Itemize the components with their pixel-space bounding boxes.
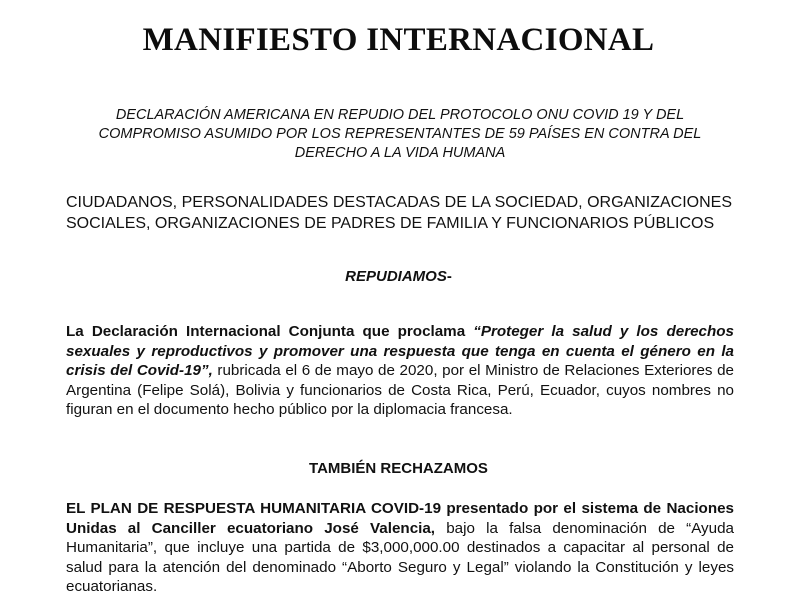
heading-repudiamos-text: REPUDIAMOS bbox=[345, 268, 447, 285]
document-subtitle: DECLARACIÓN AMERICANA EN REPUDIO DEL PROTOCOLO ONU COVID 19 Y DEL COMPROMISO ASUMIDO POR LOS REPRESENTANTES DE 59 PAÍSES EN CONTRA DEL DERECHO A LA VIDA HUMANA bbox=[98, 107, 702, 161]
declaration-lead: La Declaración Internacional Conjunta que proclama bbox=[66, 323, 474, 340]
paragraph-humanitarian-plan bbox=[66, 499, 734, 597]
plan-lead: EL PLAN DE RESPUESTA HUMANITARIA COVID-19 presentado por el sistema de Naciones Unidas al Canciller ecuatoriano José Valencia, bbox=[66, 500, 734, 537]
addressees-paragraph: CIUDADANOS, PERSONALIDADES DESTACADAS DE LA SOCIEDAD, ORGANIZACIONES SOCIALES, ORGANIZACIONES DE PADRES DE FAMILIA Y FUNCIONARIOS PÚBLICOS bbox=[66, 194, 732, 232]
section-heading-rechazamos: TAMBIÉN RECHAZAMOS bbox=[309, 460, 488, 477]
section-heading-repudiamos bbox=[0, 268, 797, 285]
declaration-quote: “Proteger la salud y los derechos sexuales y reproductivos y promover una respuesta que tenga en cuenta el género en la crisis del Covid-19”, bbox=[66, 323, 734, 379]
heading-repudiamos-mark: - bbox=[446, 268, 452, 285]
paragraph-declaration bbox=[66, 322, 734, 420]
document-title: MANIFIESTO INTERNACIONAL bbox=[142, 22, 655, 58]
plan-rest: bajo la falsa denominación de “Ayuda Humanitaria”, que incluye una partida de $3,000,000.00 destinados a capacitar al personal de salud para la atención del denominado “Aborto Seguro y Legal” violando la Constitución y leyes ecuatorianas. bbox=[66, 519, 734, 595]
declaration-rest: rubricada el 6 de mayo de 2020, por el Ministro de Relaciones Exteriores de Argentina (Felipe Solá), Bolivia y funcionarios de Costa Rica, Perú, Ecuador, cuyos nombres no figuran en el documento hecho público por la diplomacia francesa. bbox=[66, 362, 734, 418]
